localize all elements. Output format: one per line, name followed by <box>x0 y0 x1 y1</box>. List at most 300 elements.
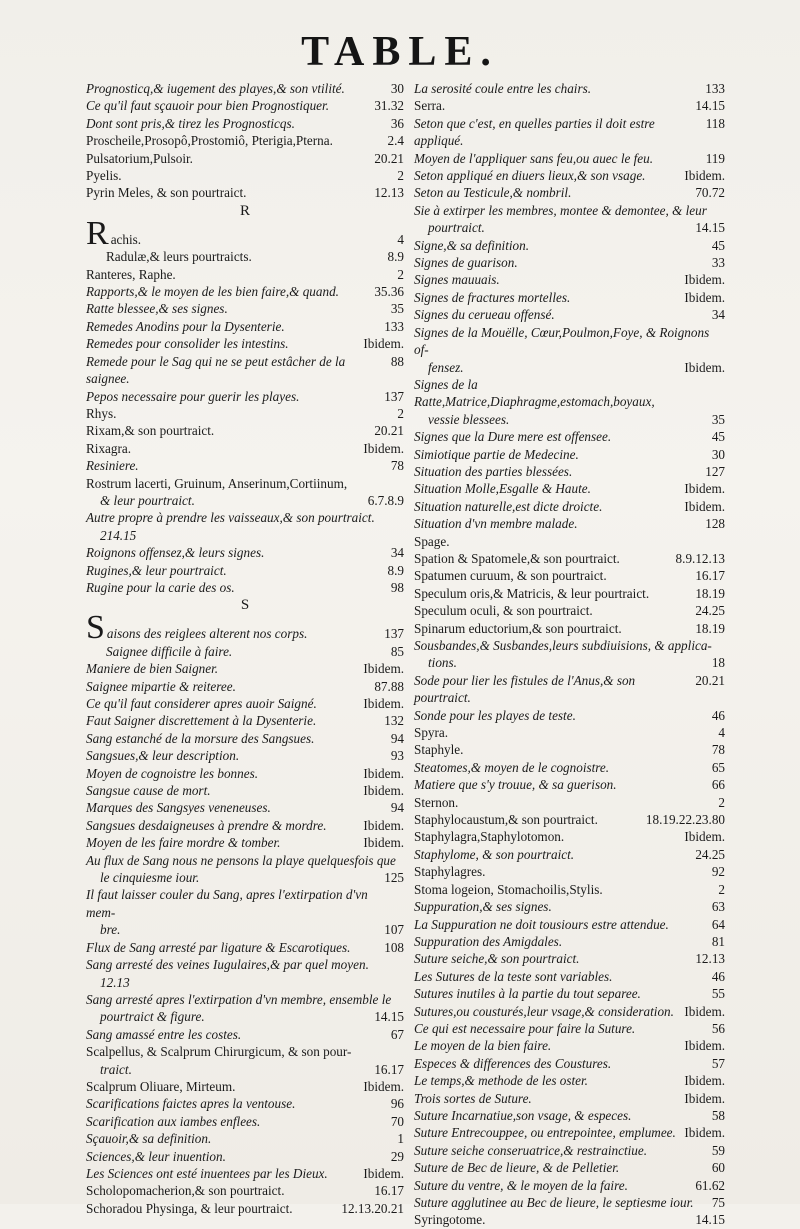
index-entry <box>414 550 725 567</box>
entry-text: Sousbandes,& Susbandes,leurs subdiuisions, & applica- <box>414 638 712 653</box>
index-entry <box>86 150 404 167</box>
entry-text: Spation & Spatomele,& son pourtraict. <box>414 550 620 566</box>
page-reference: 59 <box>711 1142 725 1158</box>
index-entry <box>414 863 725 880</box>
entry-text: La serosité coule entre les chairs. <box>414 81 592 96</box>
entry-text: Ratte blessee,& ses signes. <box>86 301 228 317</box>
entry-text: Signes de guarison. <box>414 255 518 271</box>
entry-text: Remede pour le Sag qui ne se peut estâcher de la saignee. <box>86 353 346 387</box>
entry-text: Suppuration des Amigdales. <box>414 933 563 949</box>
page-reference: 12.13 <box>374 185 404 201</box>
entry-text: Sang estanché de la morsure des Sangsues. <box>86 730 315 746</box>
page-reference: 78 <box>390 458 404 474</box>
index-entry <box>86 167 404 184</box>
page-reference: 63 <box>711 899 725 915</box>
entry-text: Saignee mipartie & reiteree. <box>86 678 236 694</box>
index-entry <box>86 562 404 579</box>
entry-text: Le moyen de la bien faire. <box>414 1038 552 1054</box>
page-reference: 46 <box>711 707 725 723</box>
index-entry <box>414 289 725 306</box>
index-entry <box>86 283 404 300</box>
index-entry <box>414 1194 725 1211</box>
page-reference: 34 <box>711 307 725 323</box>
page-reference: 16.17 <box>695 568 725 584</box>
index-entry <box>86 440 404 457</box>
entry-text: Ce qu'il faut sçauoir pour bien Prognostiquer. <box>86 98 330 114</box>
page-reference: 18.19 <box>695 620 725 636</box>
index-entry <box>414 376 725 411</box>
entry-text: Scalpellus, & Scalprum Chirurgicum, & son pour- <box>86 1044 352 1060</box>
index-entry <box>414 776 725 793</box>
entry-text: Sangsues,& leur description. <box>86 748 240 764</box>
page-reference: 18.19 <box>695 585 725 601</box>
index-entry-continuation <box>86 527 404 544</box>
index-entry-continuation <box>414 219 725 236</box>
page-reference: 8.9 <box>387 249 404 265</box>
index-entry <box>86 695 404 712</box>
index-entry-continuation <box>86 869 404 886</box>
index-entry <box>414 202 725 219</box>
index-entry <box>86 817 404 834</box>
page-reference: Ibidem. <box>363 835 404 851</box>
entry-text: Saignee difficile à faire. <box>106 643 233 659</box>
entry-text: le cinquiesme iour. <box>100 870 200 886</box>
index-entry-continuation <box>86 921 404 938</box>
index-entry <box>414 828 725 845</box>
index-entry <box>414 811 725 828</box>
entry-text: Staphylome, & son pourtraict. <box>414 846 575 862</box>
entry-text: Moyen de l'appliquer sans feu,ou auec le feu. <box>414 150 654 166</box>
index-entry <box>414 167 725 184</box>
page-reference: 55 <box>711 986 725 1002</box>
index-entry <box>414 724 725 741</box>
index-entry <box>86 1078 404 1095</box>
page-reference: 65 <box>711 759 725 775</box>
page-reference: 20.21 <box>374 150 404 166</box>
entry-text: Les Sutures de la teste sont variables. <box>414 968 613 984</box>
index-entry <box>414 271 725 288</box>
index-entry <box>86 730 404 747</box>
entry-text: Seton au Testicule,& nombril. <box>414 185 572 201</box>
entry-text: Remedes Anodins pour la Dysenterie. <box>86 318 285 334</box>
page-reference: 94 <box>390 730 404 746</box>
entry-text: Staphylagra,Staphylotomon. <box>414 829 565 845</box>
entry-text: Suture de Bec de lieure, & de Pelletier. <box>414 1160 620 1176</box>
entry-text: Situation d'vn membre malade. <box>414 516 578 532</box>
page-reference: 118 <box>705 115 725 131</box>
index-entry <box>86 353 404 388</box>
page-reference: Ibidem. <box>684 498 725 514</box>
entry-text: Scholopomacherion,& son pourtraict. <box>86 1183 285 1199</box>
index-entry-continuation <box>86 1008 404 1025</box>
index-entry <box>86 115 404 132</box>
page-reference: 61.62 <box>695 1177 725 1193</box>
page-reference: Ibidem. <box>684 829 725 845</box>
page-reference: 127 <box>705 463 725 479</box>
entry-text: Seton appliqué en diuers lieux,& son vsage. <box>414 168 646 184</box>
index-entry <box>86 544 404 561</box>
page-reference: 87.88 <box>374 678 404 694</box>
index-entry-continuation <box>414 359 725 376</box>
page-reference: Ibidem. <box>363 817 404 833</box>
entry-text: Ranteres, Raphe. <box>86 266 176 282</box>
page-reference: 2 <box>718 794 725 810</box>
index-entry <box>86 1148 404 1165</box>
index-entry <box>414 306 725 323</box>
entry-text: vessie blessees. <box>428 411 510 427</box>
page-reference: 81 <box>711 933 725 949</box>
entry-text: Sonde pour les playes de teste. <box>414 707 576 723</box>
entry-text: & leur pourtraict. <box>100 492 195 508</box>
page-reference: Ibidem. <box>363 765 404 781</box>
page-reference: 18.19.22.23.80 <box>645 812 725 828</box>
index-entry <box>86 1165 404 1182</box>
entry-text: Flux de Sang arresté par ligature & Escarotiques. <box>86 939 351 955</box>
entry-text: Staphylagres. <box>414 864 486 880</box>
index-entry <box>414 759 725 776</box>
index-entry <box>86 214 404 252</box>
entry-text: Rhys. <box>86 405 117 421</box>
index-entry <box>414 602 725 619</box>
entry-text: Sutures inutiles à la partie du tout separee. <box>414 986 641 1002</box>
entry-text: Spyra. <box>414 725 449 741</box>
entry-text: Situation naturelle,est dicte droicte. <box>414 498 603 514</box>
index-entry <box>86 799 404 816</box>
page-reference: 92 <box>711 864 725 880</box>
page-reference: Ibidem. <box>684 1090 725 1106</box>
page-reference: 128 <box>705 516 725 532</box>
index-entry <box>414 1124 725 1141</box>
entry-text: Rugines,& leur pourtraict. <box>86 562 227 578</box>
index-entry <box>86 782 404 799</box>
entry-text: Signes du cerueau offensé. <box>414 307 555 323</box>
index-entry <box>414 898 725 915</box>
section-letter: S <box>240 597 250 614</box>
index-entry <box>86 1043 404 1060</box>
page-reference: 45 <box>711 237 725 253</box>
page-reference: 46 <box>711 968 725 984</box>
index-entry <box>86 956 404 973</box>
entry-text: Sang arresté apres l'extirpation d'vn membre, ensemble le <box>86 991 392 1007</box>
index-entry <box>414 567 725 584</box>
index-entry <box>86 457 404 474</box>
page-reference: 85 <box>390 643 404 659</box>
index-entry <box>86 660 404 677</box>
index-entry <box>414 741 725 758</box>
index-entry <box>414 881 725 898</box>
entry-text: Autre propre à prendre les vaisseaux,& son pourtraict. <box>86 510 375 526</box>
entry-text: Ce qu'il faut considerer apres auoir Saigné. <box>86 696 317 711</box>
entry-text: Au flux de Sang nous ne pensons la playe quelquesfois que <box>86 852 396 868</box>
entry-text: Sciences,& leur inuention. <box>86 1148 226 1164</box>
page-reference: 64 <box>711 916 725 932</box>
index-entry <box>414 324 725 359</box>
page-reference: 2 <box>397 266 404 282</box>
entry-text: Signe,& sa definition. <box>414 237 530 253</box>
index-entry <box>414 1107 725 1124</box>
entry-text: Suppuration,& ses signes. <box>414 899 552 915</box>
entry-text: Rostrum lacerti, Gruinum, Anserinum,Cortiinum, <box>86 475 348 491</box>
index-entry <box>86 132 404 149</box>
entry-text: Moyen de les faire mordre & tomber. <box>86 835 281 851</box>
index-entry <box>86 318 404 335</box>
page-reference: Ibidem. <box>684 289 725 305</box>
page-reference: 66 <box>711 777 725 793</box>
page-reference: 70 <box>390 1113 404 1129</box>
index-entry <box>414 446 725 463</box>
page-reference: 35 <box>390 301 404 317</box>
page-reference: 33 <box>711 255 725 271</box>
entry-text: Spage. <box>414 533 450 549</box>
index-entry <box>86 422 404 439</box>
page-reference: 70.72 <box>695 185 725 201</box>
entry-text: Especes & differences des Coustures. <box>414 1055 612 1071</box>
entry-text: Sutures,ou cousturés,leur vsage,& consideration. <box>414 1003 674 1019</box>
entry-text: Suture Incarnatiue,son vsage, & especes. <box>414 1107 632 1123</box>
page-reference: 20.21 <box>695 672 725 688</box>
page-reference: Ibidem. <box>363 783 404 799</box>
page-reference: 78 <box>711 742 725 758</box>
index-entry <box>414 515 725 532</box>
index-entry-continuation <box>86 974 404 991</box>
entry-text: Sangsues desdaigneuses à prendre & mordre. <box>86 817 327 833</box>
entry-text: Les Sciences ont esté inuentees par les Dieux. <box>86 1165 328 1181</box>
index-entry <box>86 1095 404 1112</box>
entry-text: Sangsue cause de mort. <box>86 783 211 799</box>
index-entry <box>86 579 404 596</box>
page-reference: 2 <box>397 405 404 421</box>
index-entry <box>414 672 725 707</box>
page-reference: 12.13 <box>695 951 725 967</box>
index-entry <box>414 1072 725 1089</box>
index-entry <box>86 852 404 869</box>
index-entry <box>414 1055 725 1072</box>
entry-text: Schoradou Physinga, & leur pourtraict. <box>86 1200 293 1216</box>
entry-text: Steatomes,& moyen de le cognoistre. <box>414 759 610 775</box>
index-entry <box>414 237 725 254</box>
entry-text: Sie à extirper les membres, montee & demontee, & leur <box>414 202 707 218</box>
page-reference: 75 <box>711 1195 725 1210</box>
entry-text: Pyrin Meles, & son pourtraict. <box>86 185 247 201</box>
entry-text: tions. <box>428 655 457 671</box>
entry-text: Signes de la Ratte,Matrice,Diaphragme,estomach,boyaux, <box>414 376 655 410</box>
index-entry <box>414 1177 725 1194</box>
page-reference: 137 <box>384 388 404 404</box>
entry-text: Roignons offensez,& leurs signes. <box>86 545 265 561</box>
page-reference: Ibidem. <box>363 440 404 456</box>
section-letter: R <box>239 202 250 219</box>
page-reference: Ibidem. <box>363 661 404 677</box>
entry-text: Matiere que s'y trouue, & sa guerison. <box>414 777 617 793</box>
index-entry <box>414 97 725 114</box>
page-reference: 57 <box>711 1055 725 1071</box>
index-entry <box>86 335 404 352</box>
entry-text: Sang amassé entre les costes. <box>86 1026 242 1042</box>
page-reference: 137 <box>384 626 404 642</box>
page-reference: 16.17 <box>374 1183 404 1199</box>
index-entry <box>414 985 725 1002</box>
entry-text: Staphylocaustum,& son pourtraict. <box>414 812 598 828</box>
index-entry <box>414 1020 725 1037</box>
page-reference: 12.13.20.21 <box>341 1200 404 1216</box>
page-reference: 35.36 <box>374 284 404 300</box>
index-entry <box>414 794 725 811</box>
page-reference: Ibidem. <box>684 272 725 288</box>
entry-text: Signes que la Dure mere est offensee. <box>414 429 612 445</box>
index-entry <box>86 184 404 201</box>
entry-text: Scalprum Oliuare, Mirteum. <box>86 1078 236 1094</box>
entry-text: Suture seiche conseruatrice,& restrainctiue. <box>414 1142 648 1158</box>
index-entry <box>86 248 404 265</box>
page-reference: 8.9.12.13 <box>675 550 725 566</box>
entry-text: pourtraict & figure. <box>100 1009 205 1025</box>
index-entry <box>414 80 725 97</box>
page-reference: 24.25 <box>695 603 725 619</box>
entry-text: Radulæ,& leurs pourtraicts. <box>106 249 252 265</box>
entry-text: Serra. <box>414 98 446 114</box>
index-entry <box>86 388 404 405</box>
entry-text: Il faut laisser couler du Sang, apres l'extirpation d'vn mem- <box>86 887 368 920</box>
page-reference: 2.4 <box>387 133 404 149</box>
page-reference: 108 <box>384 939 404 955</box>
entry-text: achis. <box>110 231 142 247</box>
page-reference: Ibidem. <box>363 1165 404 1181</box>
index-entry <box>86 712 404 729</box>
index-entry <box>86 678 404 695</box>
index-entry <box>414 463 725 480</box>
entry-text: Situation Molle,Esgalle & Haute. <box>414 481 591 497</box>
index-entry <box>414 637 725 654</box>
page-reference: 132 <box>384 713 404 729</box>
entry-text: Suture Entrecouppee, ou entrepointee, emplumee. <box>414 1125 676 1141</box>
page-reference: Ibidem. <box>363 336 404 352</box>
index-entry <box>414 585 725 602</box>
index-entry <box>86 886 404 921</box>
entry-text: Pulsatorium,Pulsoir. <box>86 150 193 166</box>
entry-text: Rixagra. <box>86 440 132 456</box>
entry-text: Proscheile,Prosopô,Prostomiô, Pterigia,Pterna. <box>86 133 333 149</box>
entry-text: aisons des reiglees alterent nos corps. <box>106 626 308 642</box>
entry-text: Speculum oris,& Matricis, & leur pourtraict. <box>414 585 650 601</box>
entry-text: Trois sortes de Suture. <box>414 1090 532 1106</box>
index-entry <box>414 1003 725 1020</box>
page-reference: 14.15 <box>695 98 725 114</box>
entry-text: Remedes pour consolider les intestins. <box>86 336 289 352</box>
entry-text: Sçauoir,& sa definition. <box>86 1131 212 1147</box>
entry-text: Situation des parties blessées. <box>414 463 573 479</box>
index-entry <box>414 533 725 550</box>
page-reference: 88 <box>390 353 404 369</box>
page-reference: 8.9 <box>387 562 404 578</box>
page-reference: 35 <box>711 411 725 427</box>
entry-text: Seton que c'est, en quelles parties il doit estre appliqué. <box>414 115 655 149</box>
entry-text: La Suppuration ne doit tousiours estre attendue. <box>414 916 669 932</box>
page-reference: 93 <box>390 748 404 764</box>
index-entry <box>86 97 404 114</box>
index-entry <box>86 300 404 317</box>
entry-text: Rugine pour la carie des os. <box>86 579 235 595</box>
index-entry <box>414 1037 725 1054</box>
index-column-left <box>86 80 404 1217</box>
index-entry <box>414 1090 725 1107</box>
index-entry <box>86 1113 404 1130</box>
index-entry <box>86 1200 404 1217</box>
entry-text: Signes mauuais. <box>414 272 500 288</box>
page-reference: 119 <box>705 150 725 166</box>
page-reference: 67 <box>390 1026 404 1042</box>
page-reference: 1 <box>397 1131 404 1147</box>
page-reference: 2 <box>718 881 725 897</box>
page-reference: 30 <box>390 81 404 96</box>
page-reference: Ibidem. <box>684 481 725 497</box>
index-entry <box>414 846 725 863</box>
entry-text: Marques des Sangsyes veneneuses. <box>86 800 271 816</box>
page-reference: 45 <box>711 429 725 445</box>
page-reference: 4 <box>397 231 404 247</box>
index-entry <box>414 620 725 637</box>
index-entry <box>86 1182 404 1199</box>
entry-text: Pyelis. <box>86 168 122 184</box>
page-reference: 4 <box>718 725 725 741</box>
page-reference: 30 <box>711 446 725 462</box>
entry-text: bre. <box>100 922 121 938</box>
page-reference: 94 <box>390 800 404 816</box>
page-reference: 133 <box>384 318 404 334</box>
page-reference: Ibidem. <box>684 1003 725 1019</box>
index-entry-continuation <box>414 411 725 428</box>
entry-text: 214.15 <box>100 527 137 543</box>
index-entry <box>414 254 725 271</box>
entry-text: Sode pour lier les fistules de l'Anus,& son pourtraict. <box>414 672 636 706</box>
page-reference: Ibidem. <box>363 1078 404 1094</box>
page-reference: Ibidem. <box>684 1038 725 1054</box>
page-reference: 133 <box>705 81 725 96</box>
index-entry <box>414 950 725 967</box>
entry-text: Suture du ventre, & le moyen de la faire. <box>414 1177 628 1193</box>
index-entry <box>414 498 725 515</box>
entry-text: Suture seiche,& son pourtraict. <box>414 951 580 967</box>
index-entry <box>86 643 404 660</box>
drop-capital: S <box>86 609 105 647</box>
index-entry <box>414 968 725 985</box>
entry-text: Dont sont pris,& tirez les Prognosticqs. <box>86 115 295 131</box>
page-reference: 14.15 <box>374 1009 404 1025</box>
entry-text: Faut Saigner discrettement à la Dysenterie. <box>86 713 317 729</box>
index-entry <box>86 991 404 1008</box>
index-entry <box>414 707 725 724</box>
index-entry <box>86 266 404 283</box>
index-entry <box>414 480 725 497</box>
page-title: TABLE. <box>301 29 499 75</box>
page-reference: Ibidem. <box>684 359 725 375</box>
entry-text: Rixam,& son pourtraict. <box>86 423 215 439</box>
index-entry <box>86 405 404 422</box>
page-reference: 56 <box>711 1020 725 1036</box>
index-entry <box>414 1159 725 1176</box>
index-entry <box>414 428 725 445</box>
entry-text: Le temps,& methode de les oster. <box>414 1073 588 1089</box>
index-entry <box>414 916 725 933</box>
index-entry <box>414 933 725 950</box>
page-reference: 24.25 <box>695 846 725 862</box>
entry-text: Speculum oculi, & son pourtraict. <box>414 603 593 619</box>
index-entry <box>414 115 725 150</box>
page-reference: Ibidem. <box>363 696 404 711</box>
page-reference: 20.21 <box>374 423 404 439</box>
page-reference: 16.17 <box>374 1061 404 1077</box>
page-reference: 107 <box>384 922 404 938</box>
entry-text: Prognosticq,& iugement des playes,& son vtilité. <box>86 81 345 96</box>
